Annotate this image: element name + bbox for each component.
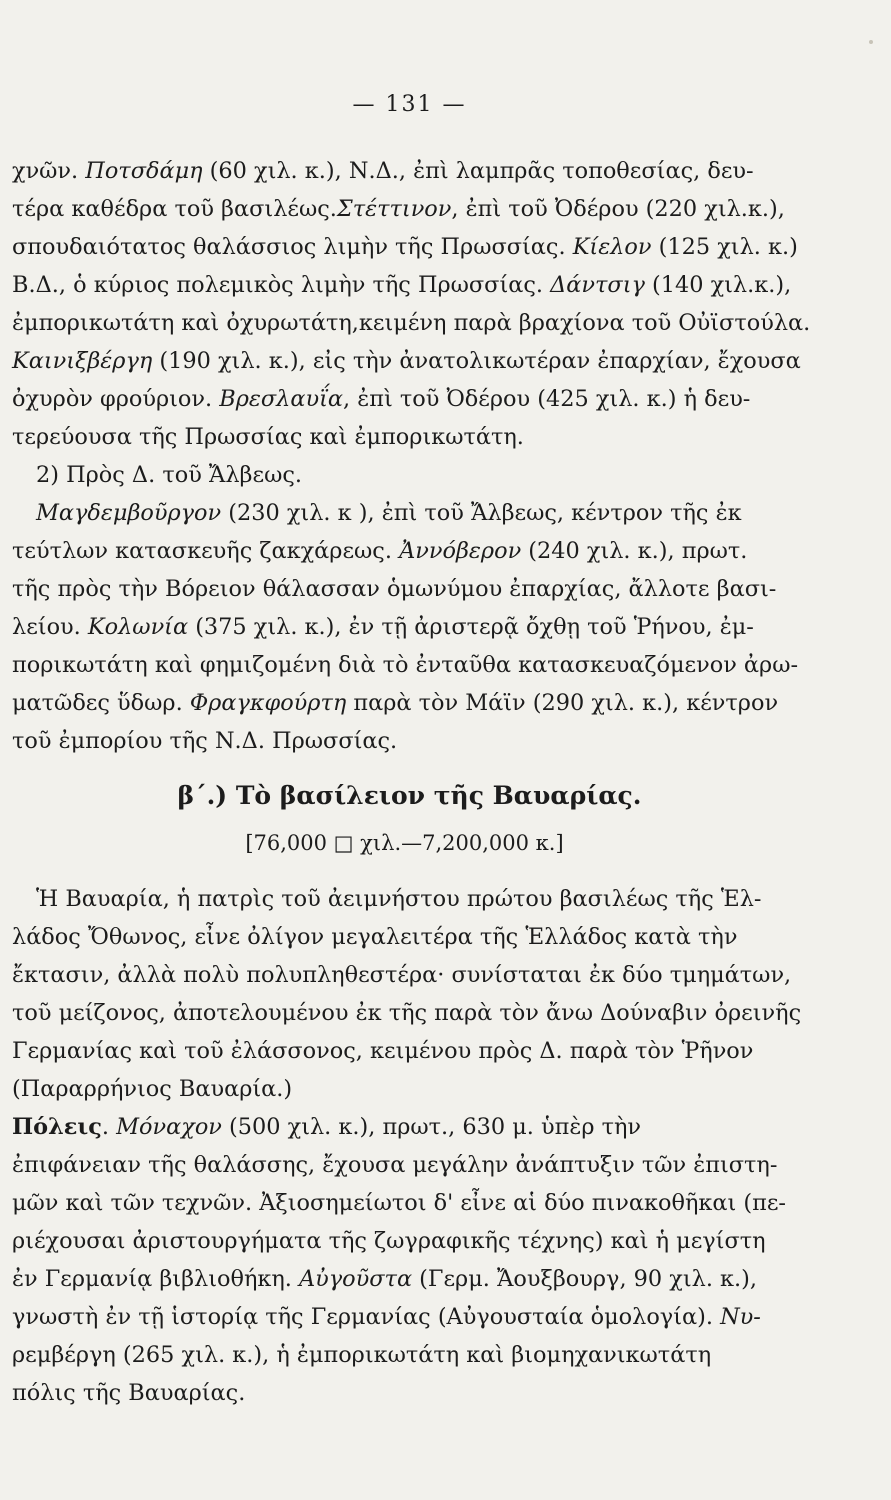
page-number: — 131 — [352, 92, 467, 117]
paragraph-prussia-west [12, 494, 799, 760]
text-line: Πόλεις. Μόναχον (500 χιλ. κ.), πρωτ., 630 μ. ὑπὲρ τὴν [12, 1114, 642, 1140]
text-line: τεύτλων κατασκευῆς ζακχάρεως. Ἀννόβερον (240 χιλ. κ.), πρωτ. [12, 538, 748, 564]
text-line: ἐμπορικωτάτη καὶ ὀχυρωτάτη,κειμένη παρὰ βραχίονα τοῦ Οὐϊστούλα. [12, 310, 811, 336]
text-line: Καινιξβέργη (190 χιλ. κ.), εἰς τὴν ἀνατολικωτέραν ἐπαρχίαν, ἔχουσα [12, 348, 801, 374]
text-line: Μαγδεμβοῦργον (230 χιλ. κ ), ἐπὶ τοῦ Ἄλβεως, κέντρον τῆς ἐκ [36, 500, 742, 526]
text-line: ἔκτασιν, ἀλλὰ πολὺ πολυπληθεστέρα· συνίσταται ἐκ δύο τμημάτων, [12, 962, 792, 988]
subheading-west-of-elbe: 2) Πρὸς Δ. τοῦ Ἄλβεως. [36, 462, 303, 488]
text-line: ἐν Γερμανίᾳ βιβλιοθήκη. Αὐγοῦστα (Γερμ. Ἄουξβουργ, 90 χιλ. κ.), [12, 1266, 758, 1292]
text-line: χνῶν. Ποτσδάμη (60 χιλ. κ.), Ν.Δ., ἐπὶ λαμπρᾶς τοποθεσίας, δευ- [12, 158, 754, 184]
text-line: γνωστὴ ἐν τῇ ἱστορίᾳ τῆς Γερμανίας (Αὐγουσταία ὁμολογία). Νυ- [12, 1304, 761, 1330]
text-line: τοῦ ἐμπορίου τῆς Ν.Δ. Πρωσσίας. [12, 728, 398, 754]
text-line: τοῦ μείζονος, ἀποτελουμένου ἐκ τῆς παρὰ τὸν ἄνω Δούναβιν ὀρεινῆς [12, 1000, 802, 1026]
paper-spot [869, 40, 873, 44]
text-line: ριέχουσαι ἀριστουργήματα τῆς ζωγραφικῆς τέχνης) καὶ ἡ μεγίστη [12, 1228, 766, 1254]
section-title-bavaria: β΄.) Τὸ βασίλειον τῆς Βαυαρίας. [177, 781, 642, 810]
text-line: ὀχυρὸν φρούριον. Βρεσλαυΐα, ἐπὶ τοῦ Ὀδέρου (425 χιλ. κ.) ἡ δευ- [12, 386, 751, 412]
text-line: ἐπιφάνειαν τῆς θαλάσσης, ἔχουσα μεγάλην ἀνάπτυξιν τῶν ἐπιστη- [12, 1152, 778, 1178]
text-line: πορικωτάτη καὶ φημιζομένη διὰ τὸ ἐνταῦθα κατασκευαζόμενον ἀρω- [12, 652, 799, 678]
section-stats: [76,000 □ χιλ.—7,200,000 κ.] [245, 831, 564, 855]
text-line: Β.Δ., ὁ κύριος πολεμικὸς λιμὴν τῆς Πρωσσίας. Δάντσιγ (140 χιλ.κ.), [12, 272, 792, 298]
text-line: (Παραρρήνιος Βαυαρία.) [12, 1076, 293, 1102]
text-line: Γερμανίας καὶ τοῦ ἐλάσσονος, κειμένου πρὸς Δ. παρὰ τὸν Ῥῆνον [12, 1038, 754, 1064]
text-line: σπουδαιότατος θαλάσσιος λιμὴν τῆς Πρωσσίας. Κίελον (125 χιλ. κ.) [12, 234, 798, 260]
paragraph-bavaria-intro [12, 880, 802, 1108]
text-line: ματῶδες ὕδωρ. Φραγκφούρτη παρὰ τὸν Μάϊν (290 χιλ. κ.), κέντρον [12, 690, 779, 716]
text-line: λάδος Ὄθωνος, εἶνε ὀλίγον μεγαλειτέρα τῆς Ἑλλάδος κατὰ τὴν [12, 924, 738, 950]
paragraph-bavaria-cities [12, 1108, 786, 1412]
text-line: πόλις τῆς Βαυαρίας. [12, 1380, 246, 1406]
text-line: λείου. Κολωνία (375 χιλ. κ.), ἐν τῇ ἀριστερᾷ ὄχθῃ τοῦ Ῥήνου, ἐμ- [12, 614, 754, 640]
text-line: τερεύουσα τῆς Πρωσσίας καὶ ἐμπορικωτάτη. [12, 424, 524, 450]
paragraph-prussia-east [12, 152, 811, 494]
cities-label: Πόλεις [12, 1114, 102, 1140]
text-line: τῆς πρὸς τὴν Βόρειον θάλασσαν ὁμωνύμου ἐπαρχίας, ἄλλοτε βασι- [12, 576, 777, 602]
text-line: Ἡ Βαυαρία, ἡ πατρὶς τοῦ ἀειμνήστου πρώτου βασιλέως τῆς Ἑλ- [36, 886, 762, 912]
text-line: ρεμβέργη (265 χιλ. κ.), ἡ ἐμπορικωτάτη καὶ βιομηχανικωτάτη [12, 1342, 712, 1368]
text-line: τέρα καθέδρα τοῦ βασιλέως.Στέττινον, ἐπὶ τοῦ Ὀδέρου (220 χιλ.κ.), [12, 196, 785, 222]
text-line: μῶν καὶ τῶν τεχνῶν. Ἀξιοσημείωτοι δ' εἶνε αἱ δύο πινακοθῆκαι (πε- [12, 1190, 786, 1216]
